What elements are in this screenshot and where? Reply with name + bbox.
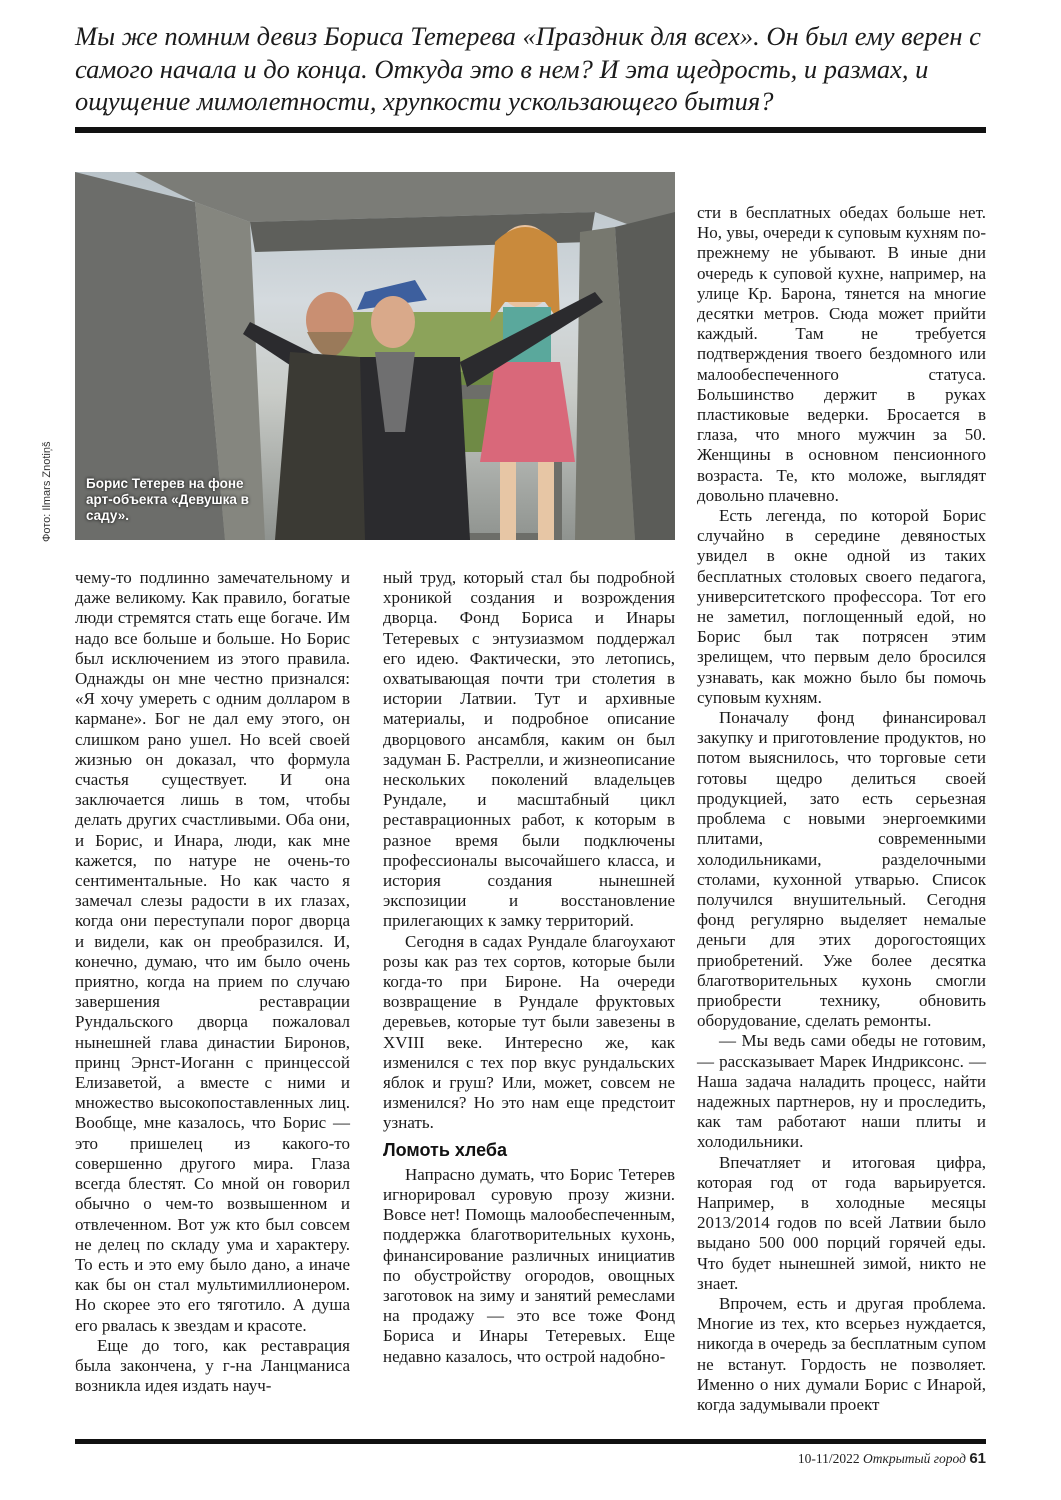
photo-caption: Борис Тетерев на фоне арт-объекта «Девушка в саду». xyxy=(86,476,249,523)
col2-paragraph: ный труд, который стал бы подробной хроникой создания и возрождения дворца. Фонд Бориса и Инары Тетеревых с энтузиазмом поддержал его идею. Фактически, это летопись, охватывающая почти три столетия в истории Латвии. Тут и архивные материалы, и подробное описание дворцового ансамбля, каким он был задуман Б. Растрелли, и жизнеописание нескольких поколений владельцев Рундале, и масштабный цикл реставрационных работ, к которым в разное время были подключены профессионалы высочайшего класса, и история создания нынешней экспозиции и восстановление прилегающих к замку территорий. xyxy=(383,568,675,931)
article-photo xyxy=(75,172,675,540)
lead-quote: Мы же помним девиз Бориса Тетерева «Праздник для всех». Он был ему верен с самого начала и до конца. Откуда это в нем? И эта щедрость, и размах, и ощущение мимолетности, хрупкости ускользающего бытия? xyxy=(75,21,981,116)
column-3 xyxy=(697,203,986,1415)
col3-paragraph: сти в бесплатных обедах больше нет. Но, увы, очереди к суповым кухням по-прежнему не убывают. В иные дни очередь к суповой кухне, например, на улице Кр. Барона, тянется на многие десятки метров. Сюда может прийти каждый. Там не требуется подтверждения твоего бездомного или малообеспеченного статуса. Большинство держит в руках пластиковые ведерки. Бросается в глаза, что много мужчин за 50. Женщины в основном пенсионного возраста. Те, кто моложе, выглядят довольно плачевно. xyxy=(697,203,986,505)
column-1 xyxy=(75,568,350,1396)
column-2 xyxy=(383,568,675,1367)
page-footer xyxy=(798,1450,986,1467)
col2-paragraph: Напрасно думать, что Борис Тетерев игнорировал суровую прозу жизни. Вовсе нет! Помощь малообеспеченным, поддержка благотворительных кухонь, финансирование различных инициатив по обустройству огородов, овощных заготовок на зиму и занятий ремеслами на продажу — это все тоже Фонд Бориса и Инары Тетеревых. Еще недавно казалось, что острой надобно- xyxy=(383,1164,675,1366)
col3-paragraph: Поначалу фонд финансировал закупку и приготовление продуктов, но потом выяснилось, что торговые сети готовы щедро делиться своей продукцией, зато есть серьезная проблема с новыми энергоемкими плитами, современными холодильниками, разделочными столами, кухонной утварью. Список получился внушительный. Сегодня фонд регулярно выделяет немалые деньги для этих дорогостоящих приобретений. Уже более десятка благотворительных кухонь смогли приобрести технику, обновить оборудование, сделать ремонты. xyxy=(697,708,986,1031)
col3-paragraph: Впечатляет и итоговая цифра, которая год от года варьируется. Например, в холодные месяцы 2013/2014 годов по всей Латвии было выдано 500 000 порций горячей еды. Что будет нынешней зимой, никто не знает. xyxy=(697,1152,986,1293)
section-subheading: Ломоть хлеба xyxy=(383,1139,508,1160)
col3-paragraph: — Мы ведь сами обеды не готовим, — рассказывает Марек Индриксонс. — Наша задача наладить процесс, найти надежных партнеров, ну и проследить, как там работают наши плиты и холодильники. xyxy=(697,1031,986,1152)
magazine-name: Открытый город xyxy=(863,1451,966,1466)
col3-paragraph: Есть легенда, по которой Борис случайно в середине девяностых увидел в окне одной из таких бесплатных столовых своего педагога, университетского профессора. Тот его не заметил, поглощенный едой, но Борис был так потрясен этим зрелищем, что первым дело бросился узнавать, как можно было бы помочь суповым кухням. xyxy=(697,506,986,707)
quote-divider xyxy=(75,127,986,133)
photo-credit-text: Фото: Ilmars Znotiņš xyxy=(41,441,53,542)
col1-paragraph: Еще до того, как реставрация была закончена, у г-на Ланцманиса возникла идея издать науч- xyxy=(75,1335,350,1396)
issue-number: 10-11/2022 xyxy=(797,1451,860,1466)
page-number: 61 xyxy=(969,1450,986,1467)
col1-paragraph: чему-то подлинно замечательному и даже великому. Как правило, богатые люди стремятся стать еще богаче. Им надо все больше и больше. Но Борис был исключением из этого правила. Однажды он мне честно признался: «Я хочу умереть с одним долларом в кармане». Бог не дал ему этого, он слишком рано ушел. Но всей своей жизнью он доказал, что формула счастья существует. И она заключается лишь в том, чтобы делать других счастливыми. Оба они, и Борис, и Инара, люди, как мне кажется, по натуре не очень-то сентиментальные. Но как часто я замечал слезы радости в их глазах, когда они переступали порог дворца и видели, как он преобразился. И, конечно, думаю, что им было очень приятно, когда на прием по случаю завершения реставрации Рундальского дворца пожаловал нынешней глава династии Биронов, принц Эрнст-Иоганн с принцессой Елизаветой, а вместе с ними и множество высокопоставленных лиц. Вообще, мне казалось, что Борис — это пришелец из какого-то совершенно другого мира. Глаза всегда блестят. Со мной он говорил обычно о чем-то возвышенном и отвлеченном. Вот уж кто был совсем не делец по складу ума и характеру. То есть и это ему было дано, а иначе как бы он стал мультимиллионером. Но скорее это его тяготило. А душа его рвалась к звездам и красоте. xyxy=(75,568,350,1335)
col2-paragraph: Сегодня в садах Рундале благоухают розы как раз тех сортов, которые были когда-то при Бироне. На очереди возвращение в Рундале фруктовых деревьев, которые тут были завезены в XVIII веке. Интересно же, как изменился с тех пор вкус рундальских яблок и груш? Или, может, совсем не изменился? Но это нам еще предстоит узнать. xyxy=(383,931,675,1133)
col3-paragraph: Впрочем, есть и другая проблема. Многие из тех, кто всерьез нуждается, никогда в очередь за бесплатным супом не встанут. Гордость не позволяет. Именно о них думали Борис с Инарой, когда задумывали проект xyxy=(697,1293,986,1414)
footer-divider xyxy=(75,1439,986,1444)
